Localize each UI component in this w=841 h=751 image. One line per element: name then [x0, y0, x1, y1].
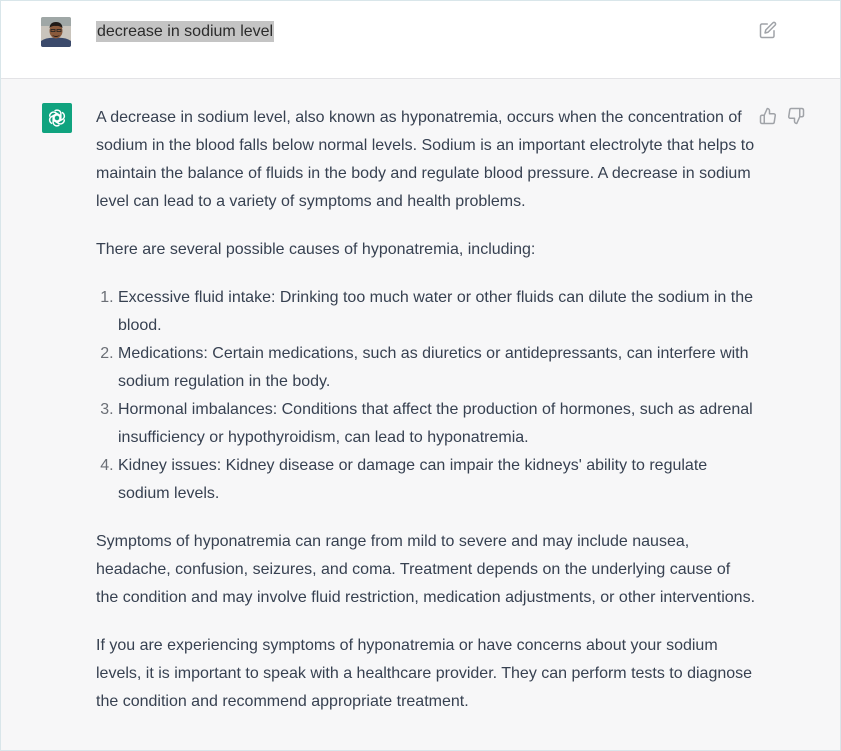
assistant-message-row	[1, 79, 840, 750]
thumbs-up-icon	[759, 107, 777, 125]
causes-list	[96, 284, 756, 508]
thumbs-down-button[interactable]	[787, 107, 805, 125]
user-avatar-photo-icon	[41, 17, 71, 47]
thumbs-down-icon	[787, 107, 805, 125]
assistant-message-text	[96, 104, 756, 736]
user-message-row	[1, 1, 840, 79]
edit-message-button[interactable]	[759, 21, 777, 39]
thumbs-up-button[interactable]	[759, 107, 777, 125]
list-item: 2. Medications: Certain medications, such as diuretics or antidepressants, can interfere with sodium regulation in the body.	[118, 340, 756, 396]
answer-paragraph-intro: A decrease in sodium level, also known as hyponatremia, occurs when the concentration of sodium in the blood falls below normal levels. Sodium is an important electrolyte that helps to maintain the balance of fluids in the body and regulate blood pressure. A decrease in sodium level can lead to a variety of symptoms and health problems.	[96, 109, 755, 210]
assistant-avatar	[42, 103, 72, 133]
edit-pencil-icon	[759, 21, 777, 39]
openai-logo-icon	[46, 107, 68, 129]
user-message-text: decrease in sodium level	[97, 23, 274, 40]
user-avatar	[41, 17, 71, 47]
list-item: 4. Kidney issues: Kidney disease or damage can impair the kidneys' ability to regulate sodium levels.	[118, 452, 756, 508]
list-item: 1. Excessive fluid intake: Drinking too much water or other fluids can dilute the sodium in the blood.	[118, 284, 756, 340]
answer-paragraph-symptoms: Symptoms of hyponatremia can range from mild to severe and may include nausea, headache, confusion, seizures, and coma. Treatment depends on the underlying cause of the condition and may involve fluid restriction, medication adjustments, or other interventions.	[96, 533, 756, 606]
list-item: 3. Hormonal imbalances: Conditions that affect the production of hormones, such as adrenal insufficiency or hypothyroidism, can lead to hyponatremia.	[118, 396, 756, 452]
answer-paragraph-causes-intro: There are several possible causes of hyponatremia, including:	[96, 241, 536, 258]
answer-paragraph-advice: If you are experiencing symptoms of hyponatremia or have concerns about your sodium levels, it is important to speak with a healthcare provider. They can perform tests to diagnose the condition and recommend appropriate treatment.	[96, 637, 753, 710]
